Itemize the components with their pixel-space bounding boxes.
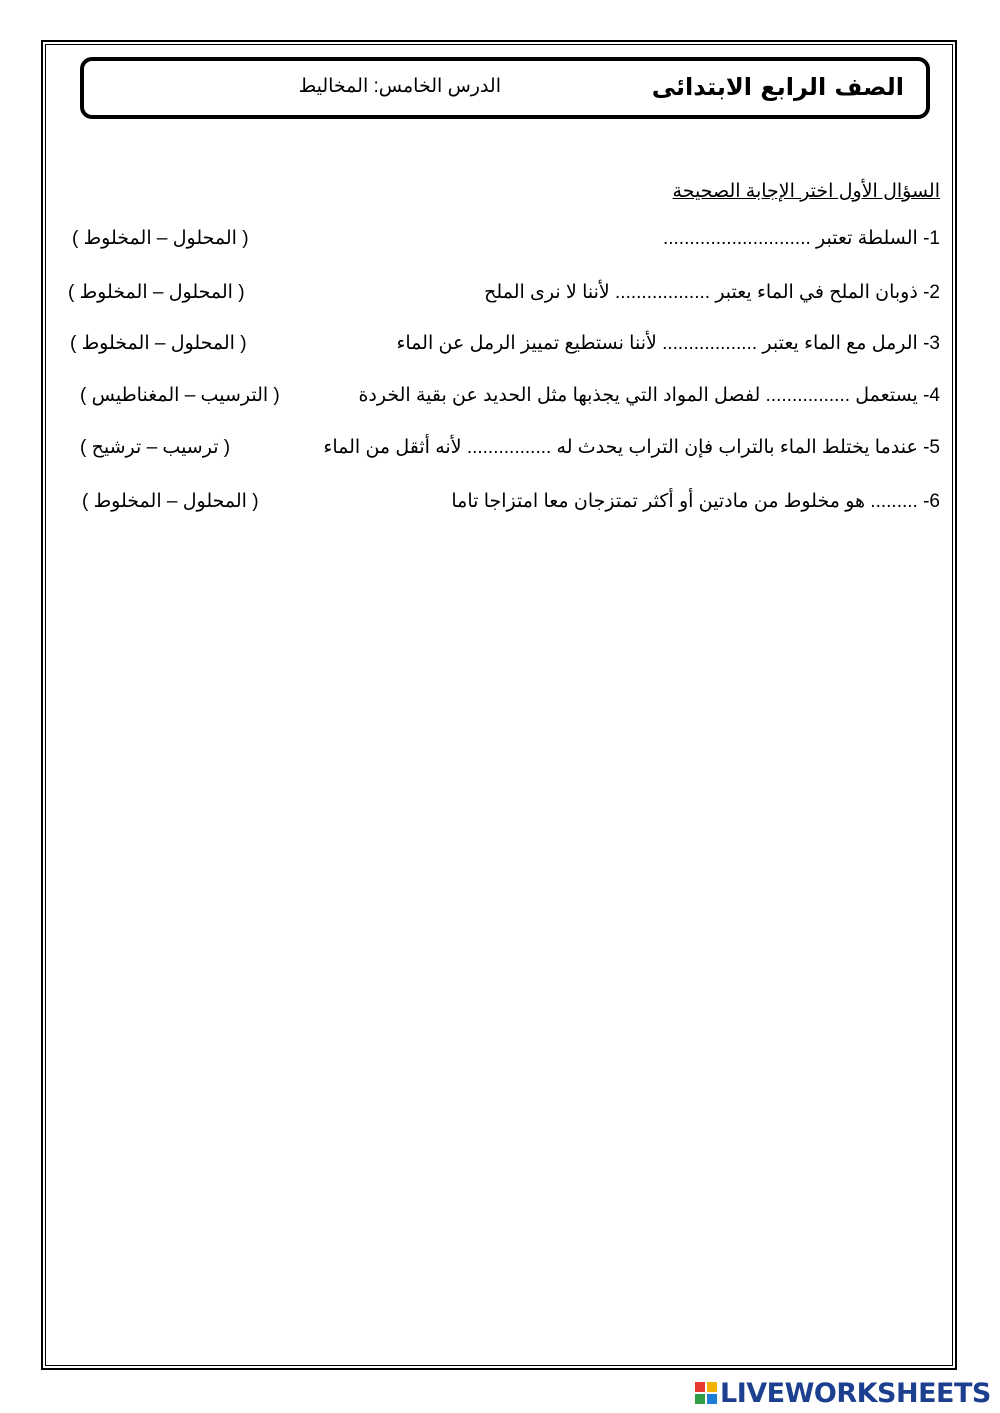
question-row (60, 281, 940, 311)
lesson-title: الدرس الخامس: المخاليط (298, 76, 501, 97)
question-title: السؤال الأول اختر الإجابة الصحيحة (672, 181, 940, 202)
answer-options[interactable]: ( الترسيب – المغناطيس ) (80, 385, 280, 406)
header-box (80, 57, 930, 119)
grade-label: الصف الرابع الابتدائى (651, 73, 904, 101)
question-text: 6- ......... هو مخلوط من مادتين أو أكثر تمتزجان معا امتزاجا تاما (451, 491, 940, 512)
answer-options[interactable]: ( المحلول – المخلوط ) (70, 333, 247, 354)
question-row (60, 332, 940, 362)
answer-options[interactable]: ( المحلول – المخلوط ) (82, 491, 259, 512)
answer-options[interactable]: ( المحلول – المخلوط ) (68, 282, 245, 303)
liveworksheets-footer (695, 1378, 991, 1408)
brand-name[interactable]: LIVEWORKSHEETS (720, 1377, 991, 1409)
question-text: 2- ذوبان الملح في الماء يعتبر .................. لأننا لا نرى الملح (484, 282, 940, 303)
question-row (60, 490, 940, 520)
question-row (60, 436, 940, 466)
question-text: 3- الرمل مع الماء يعتبر .................. لأننا نستطيع تمييز الرمل عن الماء (396, 333, 940, 354)
question-text: 4- يستعمل ................ لفصل المواد التي يجذبها مثل الحديد عن بقية الخردة (358, 385, 940, 406)
question-row (60, 384, 940, 414)
question-text: 5- عندما يختلط الماء بالتراب فإن التراب يحدث له ................ لأنه أثقل من الماء (323, 437, 940, 458)
liveworksheets-logo-icon (695, 1382, 717, 1404)
answer-options[interactable]: ( ترسيب – ترشيح ) (80, 437, 231, 458)
question-text: 1- السلطة تعتبر ............................ (662, 228, 940, 249)
answer-options[interactable]: ( المحلول – المخلوط ) (72, 228, 249, 249)
question-row (60, 227, 940, 257)
